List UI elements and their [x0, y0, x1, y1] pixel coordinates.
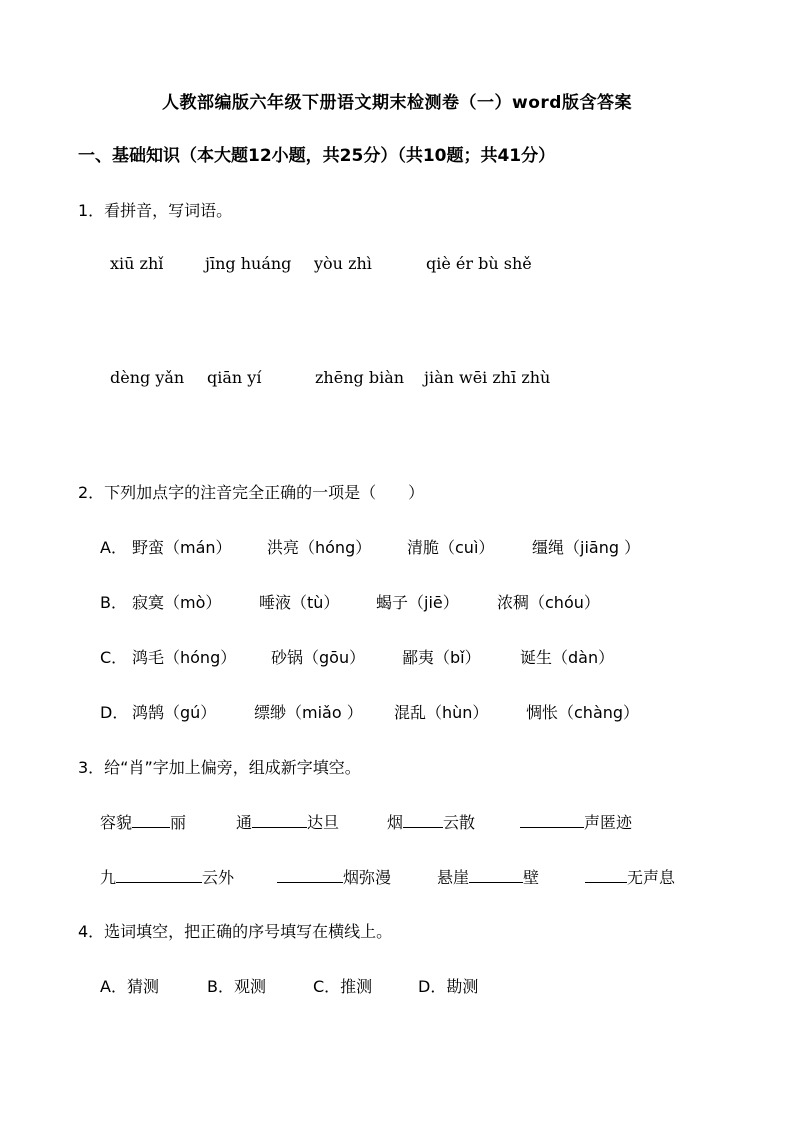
- pinyin-item: jiàn wēi zhī zhù: [424, 368, 551, 387]
- fill-blank-suffix: 丽: [170, 813, 187, 832]
- pinyin-item: qiān yí: [207, 368, 262, 387]
- option-item: 混乱（hùn）: [394, 703, 489, 722]
- answer-blank[interactable]: [585, 868, 627, 883]
- answer-blank[interactable]: [252, 813, 307, 828]
- option-item: 唾液（tù）: [259, 593, 340, 612]
- fill-blank-suffix: 无声息: [627, 868, 676, 887]
- fill-blank-suffix: 烟弥漫: [343, 868, 392, 887]
- word-option: D．勘测: [418, 977, 479, 996]
- question-3-stem: 3．给“肖”字加上偏旁，组成新字填空。: [78, 758, 361, 777]
- fill-blank-prefix: 容貌: [100, 813, 133, 832]
- fill-blank-prefix: 通: [236, 813, 253, 832]
- fill-blank-item: [100, 865, 234, 888]
- pinyin-item: yòu zhì: [314, 254, 372, 273]
- answer-blank[interactable]: [403, 813, 443, 828]
- option-item: 鸿鹄（gú）: [132, 703, 217, 722]
- option-item: 缥缈（miǎo ）: [254, 703, 363, 722]
- fill-blank-suffix: 声匿迹: [584, 813, 633, 832]
- answer-blank[interactable]: [469, 868, 523, 883]
- option-item: 寂寞（mò）: [132, 593, 222, 612]
- option-item: 野蛮（mán）: [132, 538, 232, 557]
- pinyin-item: xiū zhǐ: [110, 254, 164, 273]
- option-item: 洪亮（hóng）: [267, 538, 372, 557]
- fill-blank-item: [277, 865, 391, 888]
- option-item: 浓稠（chóu）: [497, 593, 600, 612]
- option-letter: A．: [100, 538, 127, 557]
- fill-blank-item: [585, 865, 675, 888]
- fill-blank-suffix: 云外: [202, 868, 235, 887]
- word-option: B．观测: [207, 977, 266, 996]
- answer-blank[interactable]: [520, 813, 584, 828]
- answer-blank[interactable]: [116, 868, 202, 883]
- fill-blank-suffix: 云散: [443, 813, 476, 832]
- fill-blank-item: [387, 810, 475, 833]
- fill-blank-prefix: 九: [100, 868, 117, 887]
- fill-blank-suffix: 达旦: [307, 813, 340, 832]
- option-item: 诞生（dàn）: [520, 648, 615, 667]
- fill-blank-prefix: 烟: [387, 813, 404, 832]
- word-option: C．推测: [313, 977, 373, 996]
- option-letter: D．: [100, 703, 129, 722]
- option-item: 鸿毛（hóng）: [132, 648, 237, 667]
- option-letter: B．: [100, 593, 127, 612]
- question-1-stem: 1．看拼音，写词语。: [78, 201, 233, 220]
- fill-blank-item: [520, 810, 632, 833]
- page-title: 人教部编版六年级下册语文期末检测卷（一）word版含答案: [162, 93, 632, 113]
- pinyin-item: jīng huáng: [205, 254, 292, 273]
- fill-blank-item: [437, 865, 539, 888]
- option-item: 缰绳（jiāng ）: [532, 538, 641, 557]
- option-letter: C．: [100, 648, 128, 667]
- answer-blank[interactable]: [132, 813, 170, 828]
- option-item: 清脆（cuì）: [407, 538, 495, 557]
- option-item: 蝎子（jiē）: [376, 593, 459, 612]
- option-item: 惆怅（chàng）: [526, 703, 640, 722]
- fill-blank-item: [100, 810, 186, 833]
- pinyin-item: qiè ér bù shě: [426, 254, 532, 273]
- pinyin-item: dèng yǎn: [110, 368, 185, 387]
- fill-blank-suffix: 壁: [523, 868, 540, 887]
- option-item: 砂锅（gōu）: [271, 648, 366, 667]
- word-option: A．猜测: [100, 977, 159, 996]
- option-item: 鄙夷（bǐ）: [402, 648, 481, 667]
- answer-blank[interactable]: [277, 868, 343, 883]
- fill-blank-item: [236, 810, 339, 833]
- pinyin-item: zhēng biàn: [315, 368, 405, 387]
- fill-blank-prefix: 悬崖: [437, 868, 470, 887]
- question-4-stem: 4．选词填空，把正确的序号填写在横线上。: [78, 922, 393, 941]
- section-heading: 一、基础知识（本大题12小题，共25分）（共10题；共41分）: [78, 146, 556, 166]
- question-2-stem: 2．下列加点字的注音完全正确的一项是（ ）: [78, 483, 425, 502]
